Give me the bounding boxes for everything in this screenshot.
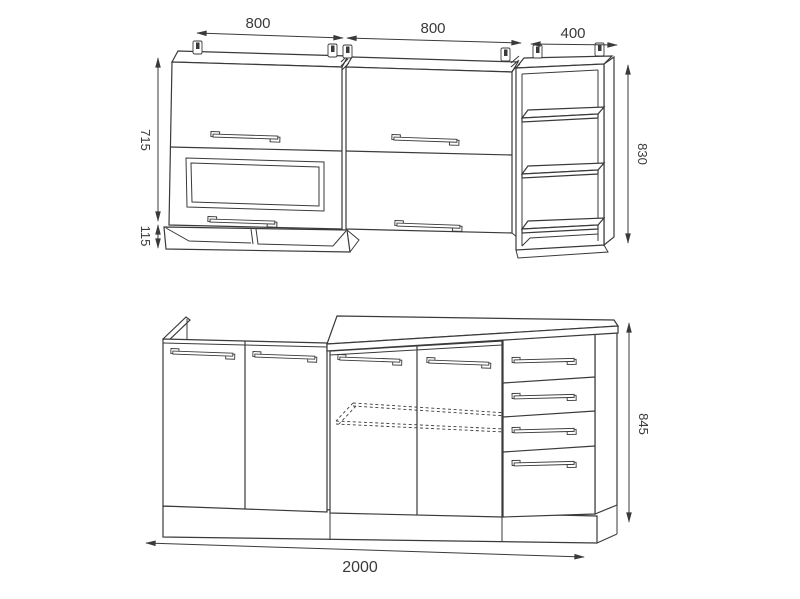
mounting-bracket-icon [328,44,337,57]
dimension-label: 2000 [342,559,378,576]
base-cabinet-left [163,317,327,512]
base-cabinet-middle [330,341,507,517]
upper-open-shelf-unit [511,56,614,258]
dimension-label: 830 [635,143,650,165]
upper-cabinet-middle [341,55,523,242]
mounting-bracket-icon [343,45,352,58]
base-drawer-unit [503,327,617,534]
dimension-base-height [629,323,651,522]
upper-open-niche [164,227,359,252]
mounting-bracket-icon [533,45,542,58]
dimension-label: 400 [560,25,586,42]
dimension-upper-middle-width [347,20,521,43]
dimension-upper-niche-height [138,225,158,248]
dimension-label: 800 [245,15,271,32]
dimension-upper-left-width [197,15,343,38]
back-rail [163,317,190,342]
dimension-upper-door-height [138,58,158,221]
mounting-bracket-icon [501,48,510,61]
dimension-label: 845 [636,413,651,435]
upper-cabinet-left [164,51,359,252]
dimension-upper-total-height [628,65,650,243]
dimension-label: 800 [420,20,446,37]
dimension-label: 115 [138,225,153,247]
dimension-total-length [146,543,584,576]
dimension-label: 715 [138,129,153,151]
dimension-upper-right-width [531,25,617,45]
mounting-bracket-icon [193,41,202,54]
